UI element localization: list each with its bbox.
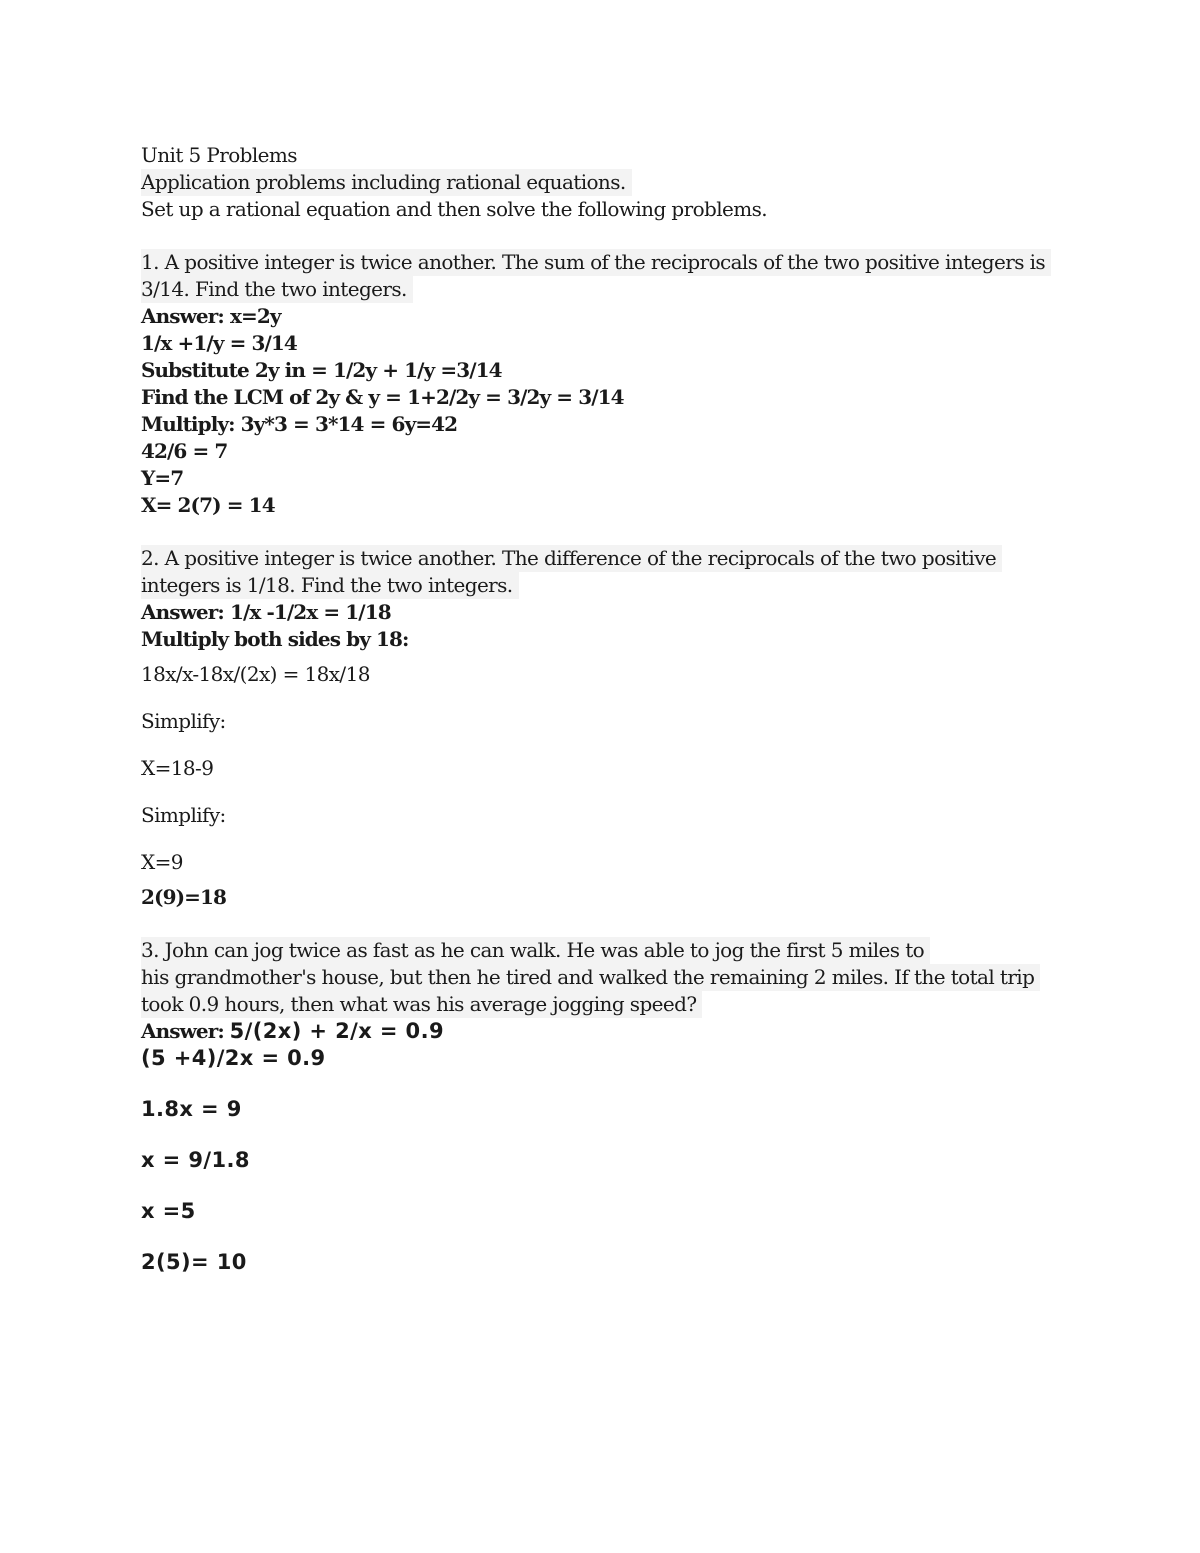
problem2-step: Simplify: bbox=[141, 803, 226, 827]
problem3-step: x =5 bbox=[141, 1199, 196, 1223]
problem1-step: Y=7 bbox=[141, 466, 184, 490]
problem2-step: 18x/x-18x/(2x) = 18x/18 bbox=[141, 662, 370, 686]
problem3-answer-label: Answer: bbox=[141, 1019, 224, 1043]
problem2-question-line2: integers is 1/18. Find the two integers. bbox=[141, 572, 519, 599]
problem3-step: (5 +4)/2x = 0.9 bbox=[141, 1046, 326, 1070]
problem2-step: Simplify: bbox=[141, 709, 226, 733]
problem3-answer-line bbox=[141, 1018, 1061, 1045]
problem2-step: X=18-9 bbox=[141, 756, 214, 780]
problem3-step: 1.8x = 9 bbox=[141, 1097, 242, 1121]
problem2-question-line1: 2. A positive integer is twice another. The difference of the reciprocals of the two positive bbox=[141, 545, 1002, 572]
problem1-question-line1: 1. A positive integer is twice another. The sum of the reciprocals of the two positive integers is bbox=[141, 249, 1051, 276]
problem2-multiply-label: Multiply both sides by 18: bbox=[141, 627, 409, 651]
problem1-answer: Answer: x=2y bbox=[141, 304, 281, 328]
problem1-step: Multiply: 3y*3 = 3*14 = 6y=42 bbox=[141, 412, 458, 436]
problem3-question-line1: 3. John can jog twice as fast as he can walk. He was able to jog the first 5 miles to bbox=[141, 937, 930, 964]
problem1-question-line2: 3/14. Find the two integers. bbox=[141, 276, 413, 303]
document-title: Unit 5 Problems bbox=[141, 143, 297, 167]
problem3-answer-expr: 5/(2x) + 2/x = 0.9 bbox=[229, 1019, 444, 1043]
document-subtitle: Application problems including rational equations. bbox=[141, 169, 632, 196]
problem1-step: Substitute 2y in = 1/2y + 1/y =3/14 bbox=[141, 358, 502, 382]
problem3-question-line2: his grandmother's house, but then he tired and walked the remaining 2 miles. If the total trip bbox=[141, 964, 1040, 991]
problem1-step: Find the LCM of 2y & y = 1+2/2y = 3/2y = 3/14 bbox=[141, 385, 624, 409]
problem1-step: 42/6 = 7 bbox=[141, 439, 228, 463]
document-content bbox=[141, 142, 1061, 1276]
problem1-step: 1/x +1/y = 3/14 bbox=[141, 331, 297, 355]
problem3-step: 2(5)= 10 bbox=[141, 1250, 247, 1274]
problem3-question-line3: took 0.9 hours, then what was his average jogging speed? bbox=[141, 991, 702, 1018]
problem2-step: X=9 bbox=[141, 850, 183, 874]
instructions: Set up a rational equation and then solve the following problems. bbox=[141, 197, 768, 221]
problem2-final: 2(9)=18 bbox=[141, 885, 227, 909]
problem1-step: X= 2(7) = 14 bbox=[141, 493, 275, 517]
problem2-answer: Answer: 1/x -1/2x = 1/18 bbox=[141, 600, 391, 624]
problem3-step: x = 9/1.8 bbox=[141, 1148, 250, 1172]
